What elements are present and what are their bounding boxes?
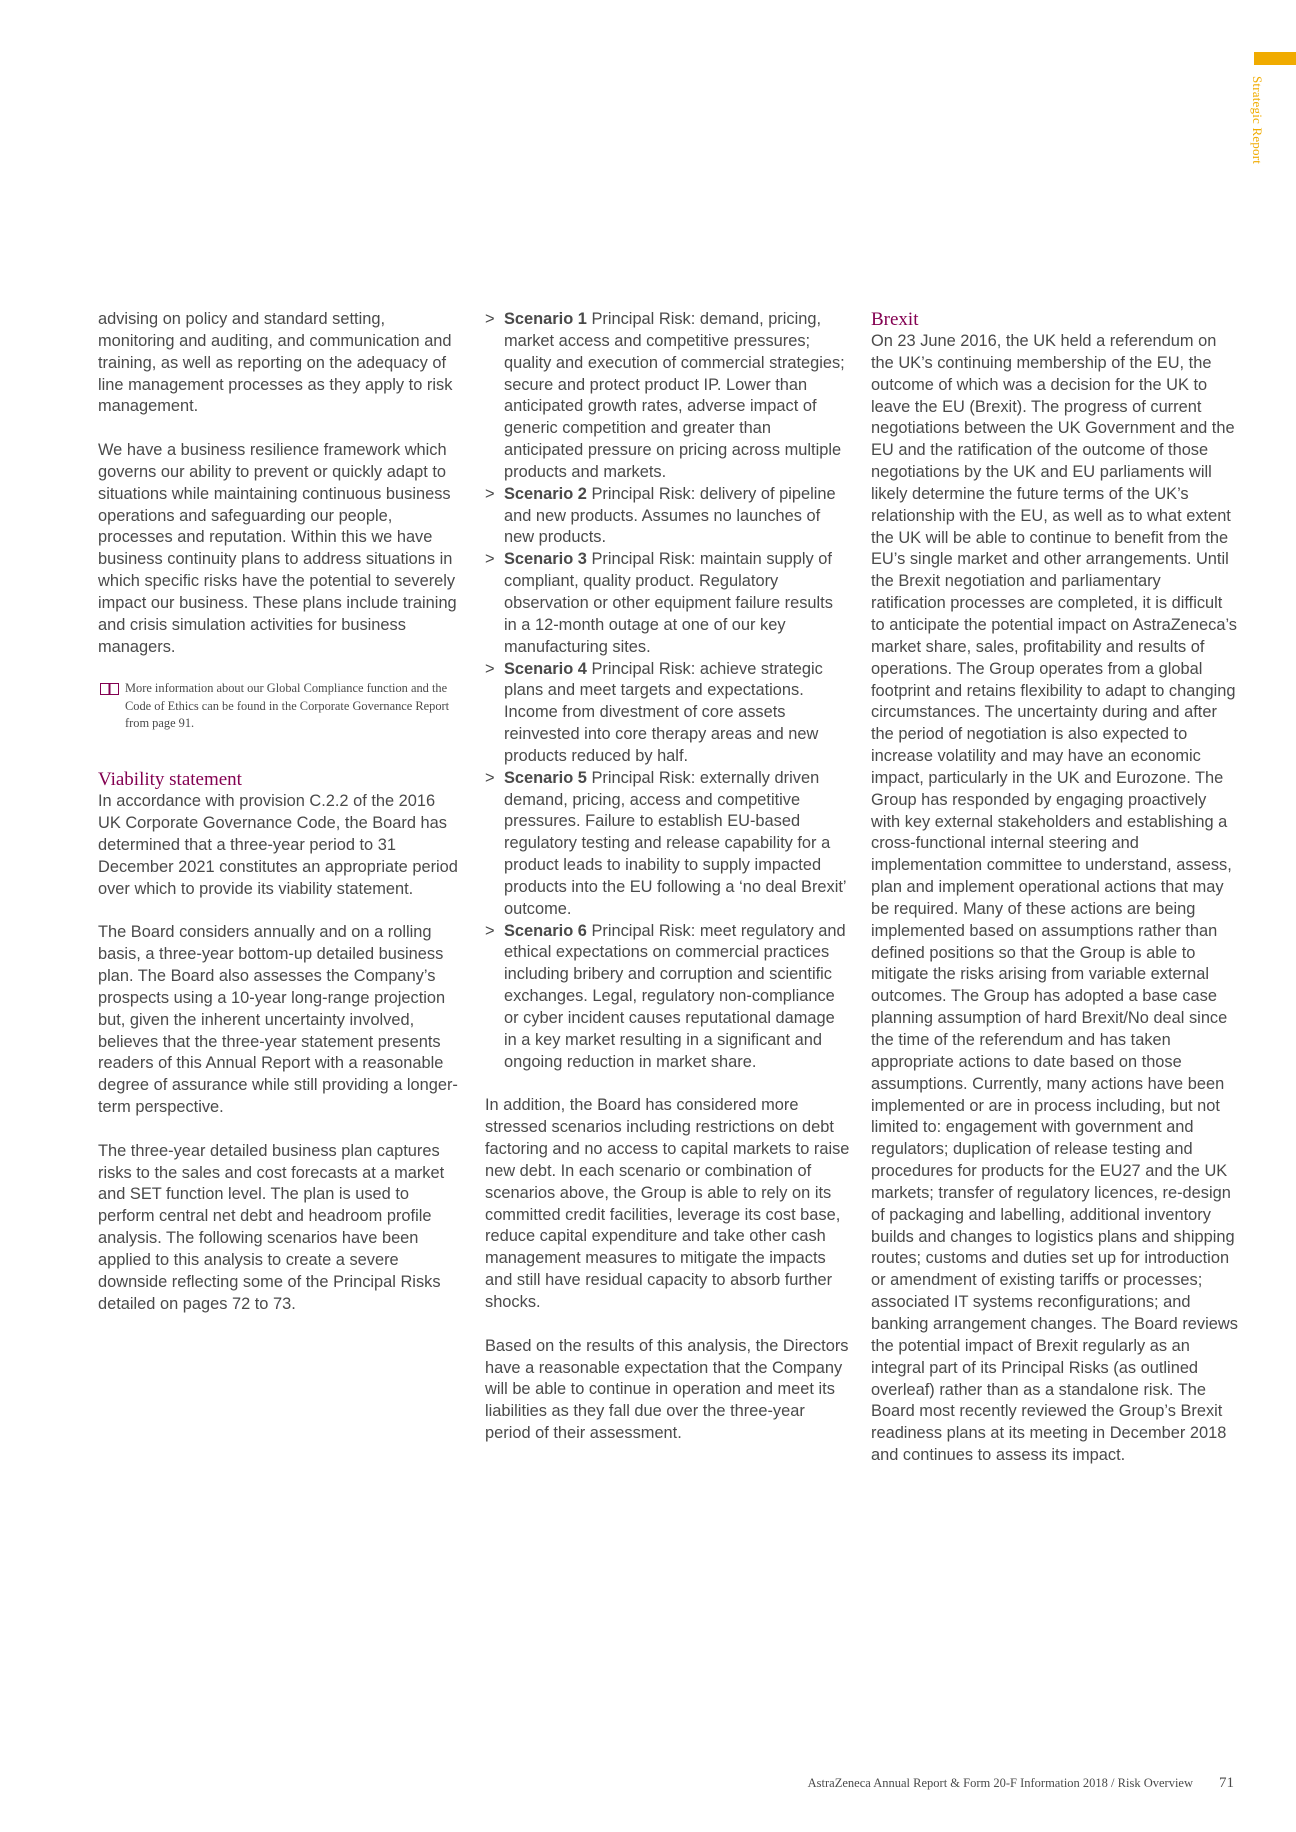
- column-middle: [485, 309, 850, 1467]
- scenario-item: [485, 768, 850, 921]
- bullet-marker: >: [485, 768, 495, 787]
- scenario-label: Scenario 1: [504, 310, 587, 328]
- paragraph: In addition, the Board has considered more stressed scenarios including restrictions on debt factoring and no access to capital markets to raise new debt. In each scenario or combination of scenarios above, the Group is able to rely on its committed credit facilities, leverage its cost base, reduce capital expenditure and take other cash management measures to mitigate the impacts and still have residual capacity to absorb further shocks.: [485, 1096, 850, 1311]
- bullet-marker: >: [485, 659, 495, 678]
- cross-reference-text: More information about our Global Compliance function and the Code of Ethics can be found in the Corporate Governance Report from page 91.: [125, 681, 450, 730]
- scenario-list: [485, 309, 850, 1074]
- cross-reference-note: [98, 680, 462, 732]
- bullet-marker: >: [485, 921, 495, 940]
- column-right: [871, 309, 1238, 1489]
- scenario-text: Principal Risk: externally driven demand, pricing, access and competitive pressures. Failure to establish EU-based regulatory testing and release capability for a product leads to inability to supply impacted products into the EU following a ‘no deal Brexit’ outcome.: [504, 768, 846, 918]
- scenario-label: Scenario 6: [504, 921, 587, 940]
- page-number: 71: [1219, 1775, 1234, 1791]
- section-heading-viability: Viability statement: [98, 769, 242, 791]
- section-heading-brexit: Brexit: [871, 309, 919, 330]
- scenario-label: Scenario 4: [504, 659, 587, 678]
- paragraph: In accordance with provision C.2.2 of the 2016 UK Corporate Governance Code, the Board has determined that a three-year period to 31 December 2021 constitutes an appropriate period over which to provide its viability statement.: [98, 792, 458, 898]
- bullet-marker: >: [485, 550, 495, 569]
- scenario-text: Principal Risk: delivery of pipeline and new products. Assumes no launches of new products.: [504, 484, 836, 547]
- paragraph: advising on policy and standard setting, monitoring and auditing, and communication and training, as well as reporting on the adequacy of line management processes as they apply to risk management.: [98, 310, 453, 416]
- paragraph: On 23 June 2016, the UK held a referendum on the UK’s continuing membership of the EU, the outcome of which was a decision for the UK to leave the EU (Brexit). The progress of current negotiations between the UK Government and the EU and the ratification of the outcome of those negotiations by the UK and EU parliaments will likely determine the future terms of the UK’s relationship with the EU, as well as to what extent the UK will be able to continue to benefit from the EU’s single market and other arrangements. Until the Brexit negotiation and parliamentary ratification processes are completed, it is difficult to anticipate the potential impact on AstraZeneca’s market share, sales, profitability and results of operations. The Group operates from a global footprint and retains flexibility to adapt to changing circumstances. The uncertainty during and after the period of negotiation is also expected to increase volatility and may have an economic impact, particularly in the UK and Eurozone. The Group has responded by engaging proactively with key external stakeholders and establishing a cross-functional internal steering and implementation committee to understand, assess, plan and implement operational actions that may be required. Many of these actions are being implemented based on assumptions rather than defined positions so that the Group is able to mitigate the risks arising from variable external outcomes. The Group has adopted a base case planning assumption of hard Brexit/No deal since the time of the referendum and has taken appropriate actions to date based on those assumptions. Currently, many actions have been implemented or are in process including, but not limited to: engagement with government and regulators; duplication of release testing and procedures for products for the EU27 and the UK markets; transfer of regulatory licences, re-design of packaging and labelling, additional inventory builds and changes to logistics plans and shipping routes; customs and duties set up for introduction or amendment of existing tariffs or processes; associated IT systems reconfigurations; and banking arrangement changes. The Board reviews the potential impact of Brexit regularly as an integral part of its Principal Risks (as outlined overleaf) rather than as a standalone risk. The Board most recently reviewed the Group’s Brexit readiness plans at its meeting in December 2018 and continues to assess its impact.: [871, 332, 1238, 1465]
- scenario-item: [485, 549, 850, 658]
- bullet-marker: >: [485, 310, 495, 328]
- scenario-text: Principal Risk: demand, pricing, market access and competitive pressures; quality and execution of commercial strategies; secure and protect product IP. Lower than anticipated growth rates, adverse impact of generic competition and greater than anticipated pressure on pricing across multiple products and markets.: [504, 310, 845, 481]
- scenario-item: [485, 484, 850, 550]
- scenario-item: [485, 921, 850, 1074]
- scenario-label: Scenario 2: [504, 484, 587, 503]
- scenario-text: Principal Risk: meet regulatory and ethical expectations on commercial practices including bribery and corruption and scientific exchanges. Legal, regulatory non-compliance or cyber incident causes reputational damage in a key market resulting in a significant and ongoing reduction in market share.: [504, 921, 846, 1071]
- paragraph: The Board considers annually and on a rolling basis, a three-year bottom-up detailed business plan. The Board also assesses the Company’s prospects using a 10-year long-range projection but, given the inherent uncertainty involved, believes that the three-year statement presents readers of this Annual Report with a reasonable degree of assurance while still providing a longer-term perspective.: [98, 923, 458, 1117]
- scenario-item: [485, 659, 850, 768]
- paragraph: Based on the results of this analysis, the Directors have a reasonable expectation that the Company will be able to continue in operation and meet its liabilities as they fall due over the three-year period of their assessment.: [485, 1336, 849, 1443]
- scenario-text: Principal Risk: maintain supply of compliant, quality product. Regulatory observation or other equipment failure results in a 12-month outage at one of our key manufacturing sites.: [504, 550, 833, 656]
- section-tab-marker: [1254, 52, 1296, 65]
- scenario-label: Scenario 5: [504, 768, 587, 787]
- column-left: [98, 309, 462, 1337]
- scenario-label: Scenario 3: [504, 550, 587, 569]
- bullet-marker: >: [485, 484, 495, 503]
- scenario-item: [485, 309, 850, 484]
- paragraph: We have a business resilience framework which governs our ability to prevent or quickly adapt to situations while maintaining continuous business operations and safeguarding our people, processes and reputation. Within this we have business continuity plans to address situations in which specific risks have the potential to severely impact our business. These plans include training and crisis simulation activities for business managers.: [98, 441, 457, 656]
- book-icon: [100, 683, 119, 695]
- paragraph: The three-year detailed business plan captures risks to the sales and cost forecasts at a market and SET function level. The plan is used to perform central net debt and headroom profile analysis. The following scenarios have been applied to this analysis to create a severe downside reflecting some of the Principal Risks detailed on pages 72 to 73.: [98, 1141, 445, 1313]
- scenario-text: Principal Risk: achieve strategic plans and meet targets and expectations. Income from divestment of core assets reinvested into core therapy areas and new products reduced by half.: [504, 659, 823, 765]
- page-footer: [720, 1775, 1234, 1792]
- footer-title: AstraZeneca Annual Report & Form 20-F Information 2018 / Risk Overview: [807, 1776, 1193, 1790]
- section-label: Strategic Report: [1250, 76, 1265, 165]
